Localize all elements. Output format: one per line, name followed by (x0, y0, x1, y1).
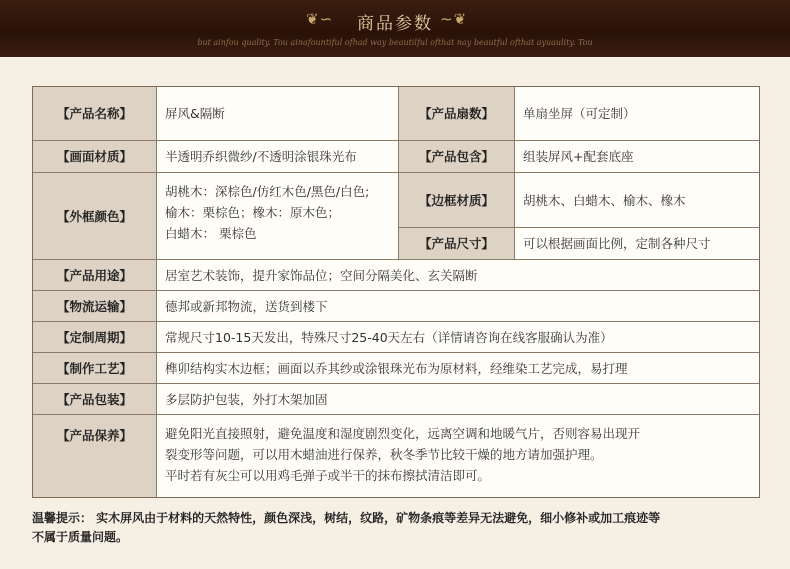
material-label: 【画面材质】 (33, 141, 157, 173)
frame-color-label: 【外框颜色】 (33, 173, 157, 260)
frame-material-label: 【边框材质】 (399, 173, 515, 228)
packing-value: 多层防护包装，外打木架加固 (157, 384, 759, 415)
header-subtitle: but ainfou quality. Tou ainafountiful ofhad way beautilful ofthat nay beautful ofthat ayuaulity. Tou (197, 38, 593, 47)
care-line: 避免阳光直接照射，避免温度和湿度剧烈变化，远离空调和地暖气片，否则容易出现开 (165, 426, 641, 441)
note-line: 不属于质量问题。 (32, 530, 129, 544)
logistics-label: 【物流运输】 (33, 291, 157, 322)
frame-color-line: 白蜡木： 栗棕色 (165, 226, 257, 241)
craft-label: 【制作工艺】 (33, 353, 157, 384)
right-ornament-icon: ∼❦ (440, 10, 468, 28)
frame-color-value (157, 173, 399, 260)
frame-color-line: 榆木：栗棕色；橡木：原木色； (165, 205, 341, 220)
usage-value: 居室艺术装饰，提升家饰品位；空间分隔美化、玄关隔断 (157, 260, 759, 291)
craft-value: 榫卯结构实木边框；画面以乔其纱或涂银珠光布为原材料，经维染工艺完成，易打理 (157, 353, 759, 384)
care-value (157, 415, 759, 497)
size-value: 可以根据画面比例，定制各种尺寸 (515, 228, 759, 260)
left-ornament-icon: ❦∽ (306, 10, 334, 28)
header-banner (0, 0, 790, 57)
frame-material-value: 胡桃木、白蜡木、榆木、橡木 (515, 173, 759, 228)
package-contents-value: 组装屏风+配套底座 (515, 141, 759, 173)
warm-tip-note (32, 509, 767, 547)
packing-label: 【产品包装】 (33, 384, 157, 415)
size-label: 【产品尺寸】 (399, 228, 515, 260)
material-value: 半透明乔织微纱/不透明涂银珠光布 (157, 141, 399, 173)
page-title: 商品参数 (357, 14, 433, 34)
logistics-value: 德邦或新邦物流，送货到楼下 (157, 291, 759, 322)
fan-label: 【产品扇数】 (399, 87, 515, 141)
cycle-value: 常规尺寸10-15天发出，特殊尺寸25-40天左右（详情请咨询在线客服确认为准） (157, 322, 759, 353)
product-parameter-table (32, 86, 760, 498)
cycle-label: 【定制周期】 (33, 322, 157, 353)
name-label: 【产品名称】 (33, 87, 157, 141)
frame-color-line: 胡桃木：深棕色/仿红木色/黑色/白色; (165, 184, 370, 199)
fan-value: 单扇坐屏（可定制） (515, 87, 759, 141)
care-line: 平时若有灰尘可以用鸡毛弹子或半干的抹布擦拭清洁即可。 (165, 468, 491, 483)
package-contents-label: 【产品包含】 (399, 141, 515, 173)
note-line: 温馨提示： 实木屏风由于材料的天然特性，颜色深浅，树结，纹路，矿物条痕等差异无法避免，细小修补或加工痕迹等 (32, 511, 661, 525)
care-label: 【产品保养】 (33, 415, 157, 497)
usage-label: 【产品用途】 (33, 260, 157, 291)
name-value: 屏风&隔断 (157, 87, 399, 141)
care-line: 裂变形等问题，可以用木蜡油进行保养，秋冬季节比较干燥的地方请加强护理。 (165, 447, 603, 462)
